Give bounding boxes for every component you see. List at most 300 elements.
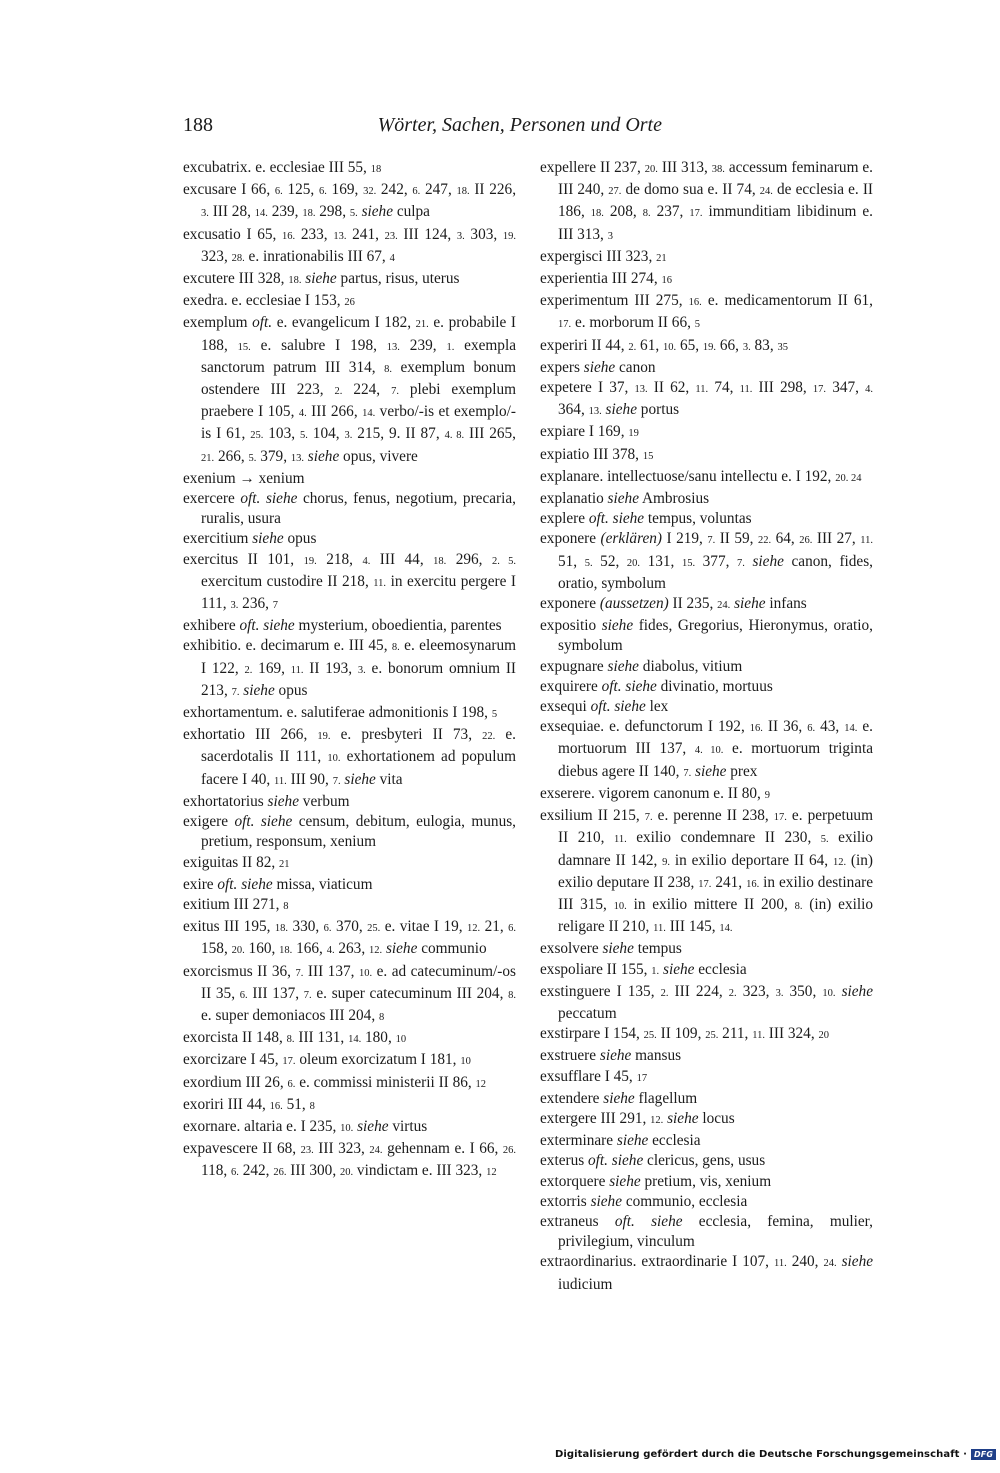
entry-text: experientia III 274, — [540, 270, 662, 288]
line-ref: 24. — [759, 186, 773, 198]
entry-text: 239, — [399, 336, 447, 354]
entry-text: excusare I 66, — [183, 181, 275, 199]
line-ref: 10. — [663, 341, 677, 353]
running-title: Wörter, Sachen, Personen und Orte — [377, 114, 662, 136]
italic-text: oft. siehe — [217, 875, 273, 893]
entry-text: II 235, — [668, 595, 718, 613]
entry-text: exoriri III 44, — [183, 1095, 270, 1113]
entry-text: exhortationem ad populum facere I 40, — [201, 748, 516, 788]
line-ref: 4. 8. — [444, 430, 465, 442]
entry-text: communio — [417, 940, 487, 958]
italic-text: oft. siehe — [588, 510, 645, 528]
index-entry — [540, 960, 873, 982]
italic-text: oft. siehe — [239, 617, 295, 635]
line-ref: 7. — [391, 386, 399, 398]
italic-text: siehe — [385, 940, 418, 958]
entry-text: prex — [726, 762, 758, 780]
index-entry — [183, 703, 516, 725]
line-ref: 8. — [794, 900, 803, 912]
entry-text: (in) exilio deputare II 238, — [558, 851, 873, 891]
line-ref: 35 — [777, 341, 788, 353]
entry-text: 65, — [676, 336, 703, 354]
italic-text: siehe — [590, 1192, 622, 1210]
italic-text: oft. siehe — [614, 1212, 683, 1230]
entry-text: 83, — [750, 336, 778, 354]
entry-text: de domo sua e. II 74, — [621, 181, 760, 199]
line-ref: 16 — [661, 275, 672, 287]
italic-text: siehe — [841, 1253, 874, 1271]
index-entry — [540, 1131, 873, 1151]
entry-text: explere — [540, 510, 589, 528]
italic-text: siehe — [601, 617, 634, 635]
entry-text: II 193, — [303, 659, 358, 677]
entry-text: 247, — [420, 181, 457, 199]
entry-text: e. morborum II 66, — [571, 314, 695, 332]
entry-text: expellere II 237, — [540, 159, 645, 176]
index-entry — [183, 158, 516, 180]
line-ref: 25. — [250, 430, 264, 442]
index-entry — [540, 1252, 873, 1294]
line-ref: 13. — [386, 341, 400, 353]
line-ref: 13. — [290, 452, 304, 464]
entry-text: extergere III 291, — [540, 1109, 651, 1127]
entry-text: II 59, — [715, 530, 758, 548]
entry-text: 298, — [315, 203, 350, 221]
entry-text: exitium III 271, — [183, 895, 284, 913]
entry-text: e. sacerdotalis II 111, — [201, 726, 516, 766]
index-entry — [540, 1109, 873, 1131]
entry-text: e. salubre I 198, — [250, 336, 387, 354]
index-entry — [183, 489, 516, 529]
line-ref: 18. — [302, 208, 316, 220]
entry-text: Ambrosius — [638, 490, 710, 508]
entry-text: 241, — [346, 225, 385, 243]
line-ref: 18 — [370, 164, 382, 175]
entry-text: lex — [645, 698, 669, 716]
line-ref: 14. — [362, 408, 376, 420]
index-entry — [540, 336, 873, 358]
line-ref: 13. — [333, 230, 347, 242]
index-entry — [540, 1046, 873, 1066]
line-ref: 3. — [742, 341, 751, 353]
index-entry — [183, 469, 516, 489]
line-ref: 10. — [327, 753, 341, 765]
line-ref: 20 — [818, 1030, 829, 1042]
entry-text: exstruere — [540, 1047, 600, 1065]
italic-text: (erklären) — [600, 530, 662, 548]
entry-text: III 27, — [812, 530, 861, 548]
entry-text: culpa — [393, 203, 430, 221]
entry-text: excubatrix. e. ecclesiae III 55, — [183, 159, 371, 176]
line-ref: 26. — [799, 535, 813, 547]
index-entry — [540, 697, 873, 717]
line-ref: 18. — [456, 186, 470, 198]
entry-text: excutere III 328, — [183, 270, 289, 288]
entry-text: expavescere II 68, — [183, 1140, 301, 1158]
line-ref: 38. — [711, 164, 725, 175]
entry-text: exponere — [540, 530, 601, 548]
entry-text: 379, — [256, 447, 291, 465]
italic-text: oft. siehe — [240, 490, 298, 508]
entry-text: expiatio III 378, — [540, 445, 643, 463]
entry-text: exponere — [540, 595, 600, 613]
entry-text: tempus, voluntas — [644, 510, 752, 528]
index-entry — [183, 616, 516, 636]
entry-text: 263, — [334, 940, 369, 958]
line-ref: 22. — [482, 731, 496, 743]
line-ref: 1. — [446, 341, 455, 353]
entry-text: fides, Gregorius, Hieronymus, oratio, symbolum — [558, 617, 873, 655]
entry-text: opus — [274, 681, 308, 699]
index-entry — [183, 1117, 516, 1139]
entry-text: 66, — [716, 336, 743, 354]
index-entry — [540, 1212, 873, 1252]
entry-text: 52, — [592, 552, 627, 570]
italic-text: siehe — [607, 490, 639, 508]
line-ref: 15. — [681, 557, 696, 569]
entry-text: exigere — [183, 813, 235, 831]
line-ref: 2. — [628, 341, 637, 353]
entry-text: 158, — [201, 940, 232, 958]
line-ref: 21 — [279, 858, 290, 870]
index-entry — [183, 792, 516, 812]
entry-text: exorcismus II 36, — [183, 962, 296, 980]
index-entry — [183, 1050, 516, 1072]
entry-text: exhortamentum. e. salutiferae admonitionis I 198, — [183, 704, 492, 722]
entry-text: 64, — [771, 530, 800, 548]
entry-text: exenium → xenium — [183, 469, 305, 487]
line-ref: 26 — [344, 297, 355, 309]
line-ref: 23. — [300, 1145, 314, 1157]
line-ref: 7. — [707, 535, 716, 547]
entry-text: e. presbyteri II 73, — [330, 726, 483, 744]
line-ref: 17. — [689, 208, 703, 220]
line-ref: 4. 10. — [694, 745, 724, 757]
entry-text: e. commissi ministerii II 86, — [295, 1073, 476, 1091]
entry-text: 350, — [783, 982, 823, 1000]
index-entry — [540, 1172, 873, 1192]
entry-text: e. perenne II 238, — [652, 807, 774, 825]
index-entry — [540, 616, 873, 656]
line-ref: 32. — [363, 186, 377, 198]
entry-text: expetere I 37, — [540, 379, 635, 397]
index-entry — [540, 717, 873, 784]
line-ref: 19. — [317, 731, 331, 743]
footer-credit — [555, 1449, 996, 1460]
index-entry — [183, 917, 516, 961]
line-ref: 15 — [642, 450, 654, 462]
entry-text: 303, — [464, 225, 503, 243]
line-ref: 5. — [349, 208, 358, 220]
entry-text: 160, — [244, 940, 280, 958]
entry-text: opus — [283, 530, 317, 548]
entry-text: 118, — [201, 1162, 232, 1180]
entry-text: 364, — [558, 401, 589, 419]
entry-text: 296, — [446, 550, 492, 568]
line-ref: 13. — [588, 406, 602, 418]
line-ref: 6. — [412, 186, 421, 198]
entry-text: e. super demoniacos III 204, — [201, 1006, 379, 1024]
entry-text: 239, — [267, 203, 303, 221]
line-ref: 10. — [613, 900, 627, 912]
line-ref: 17. — [282, 1056, 296, 1068]
line-ref: 20. — [231, 945, 245, 957]
line-ref: 6. — [287, 1078, 296, 1090]
index-entry — [540, 677, 873, 697]
entry-text: 242, — [238, 1162, 274, 1180]
index-entry — [540, 158, 873, 247]
entry-text: e. inrationabilis III 67, — [244, 247, 390, 265]
entry-text: exstinguere I 135, — [540, 982, 661, 1000]
line-ref: 16. — [746, 878, 760, 890]
entry-text: exserere. vigorem canonum e. II 80, — [540, 784, 765, 802]
line-ref: 24. — [369, 1145, 383, 1157]
entry-text: 211, — [718, 1025, 753, 1043]
line-ref: 18. — [274, 923, 289, 935]
entry-text: (in) exilio religare II 210, — [558, 895, 873, 936]
index-entry — [540, 378, 873, 422]
entry-text: exterus — [540, 1152, 588, 1170]
line-ref: 8 — [309, 1100, 315, 1112]
entry-text: III 323, — [313, 1140, 370, 1158]
line-ref: 6. — [323, 923, 332, 935]
entry-text: ecclesia — [648, 1132, 701, 1150]
entry-text: ecclesia — [694, 960, 747, 978]
entry-text: in exilio deportare II 64, — [670, 851, 833, 869]
entry-text: 169, — [252, 659, 291, 677]
line-ref: 2. 5. — [491, 555, 517, 567]
index-entry — [183, 291, 516, 313]
italic-text: siehe — [602, 940, 634, 958]
line-ref: 8. — [508, 989, 516, 1001]
line-ref: 26. — [502, 1145, 517, 1157]
entry-text: e. probabile I 188, — [201, 314, 517, 354]
entry-text: extorris — [540, 1192, 591, 1210]
entry-text: exitus III 195, — [183, 918, 275, 936]
entry-text: exsufflare I 45, — [540, 1067, 637, 1085]
entry-text: exornare. altaria e. I 235, — [183, 1117, 341, 1135]
index-entry — [183, 875, 516, 895]
line-ref: 12 — [486, 1167, 497, 1179]
entry-text: gehennam e. I 66, — [382, 1140, 503, 1158]
entry-text: exemplum — [183, 314, 253, 332]
entry-text: III 124, — [397, 225, 457, 243]
entry-text: III 313, — [657, 159, 712, 176]
line-ref: 2. — [660, 987, 669, 999]
line-ref: 16. — [749, 723, 763, 735]
entry-text: infans — [765, 595, 807, 613]
line-ref: 21. — [201, 452, 215, 464]
entry-text: 169, — [326, 181, 364, 199]
entry-text: exsilium II 215, — [540, 807, 645, 825]
entry-text: e. eleemosynarum I 122, — [201, 637, 516, 677]
entry-text: III 300, — [286, 1162, 340, 1180]
line-ref: 7. — [295, 967, 304, 979]
italic-text: siehe — [583, 358, 616, 376]
entry-text: II 36, — [762, 718, 808, 736]
line-ref: 11. — [373, 577, 387, 589]
italic-text: (aussetzen) — [599, 595, 669, 613]
italic-text: siehe — [599, 1047, 632, 1065]
entry-text: I 219, — [662, 530, 708, 548]
entry-text: II 62, — [647, 379, 696, 397]
line-ref: 20. — [626, 557, 641, 569]
index-entry — [183, 225, 516, 269]
line-ref: 18. — [433, 555, 447, 567]
entry-text: exercere — [183, 490, 241, 508]
line-ref: 6. — [807, 723, 816, 735]
index-entry — [183, 1139, 516, 1183]
entry-text: in exilio destinare III 315, — [558, 873, 874, 913]
line-ref: 1. — [651, 965, 660, 977]
entry-text: 377, — [695, 552, 738, 570]
line-ref: 10. — [822, 987, 836, 999]
italic-text: siehe — [267, 792, 299, 810]
index-entry — [540, 509, 873, 529]
italic-text: siehe — [344, 770, 376, 788]
line-ref: 20. — [339, 1167, 354, 1179]
italic-text: siehe — [361, 203, 393, 221]
entry-text: 104, — [307, 425, 345, 443]
line-ref: 14. — [254, 208, 268, 220]
entry-text: 61, — [636, 336, 664, 354]
entry-text: missa, viaticum — [272, 875, 373, 893]
line-ref: 5. — [299, 430, 308, 442]
index-entry — [540, 445, 873, 467]
line-ref: 3. — [357, 664, 366, 676]
line-ref: 16. — [688, 297, 702, 309]
entry-text: 74, — [708, 379, 740, 397]
index-entry — [540, 1024, 873, 1046]
entry-text: peccatum — [558, 1004, 617, 1022]
index-entry — [183, 269, 516, 291]
line-ref: 7. — [303, 989, 312, 1001]
index-column-left — [183, 158, 516, 1184]
italic-text: siehe — [357, 1117, 389, 1135]
entry-text: exire — [183, 875, 218, 893]
line-ref: 8. — [384, 363, 392, 375]
index-entry — [540, 1067, 873, 1089]
entry-text: 323, — [736, 982, 776, 1000]
entry-text: 240, — [786, 1253, 824, 1271]
italic-text: oft. siehe — [234, 813, 293, 831]
line-ref: 7. — [231, 686, 240, 698]
italic-text: oft. siehe — [601, 677, 657, 695]
index-entry — [540, 247, 873, 269]
entry-text: communio, ecclesia — [622, 1192, 748, 1210]
line-ref: 8 — [378, 1011, 385, 1023]
entry-text: exhibitio. e. decimarum e. III 45, — [183, 637, 392, 655]
entry-text: exorcizare I 45, — [183, 1051, 283, 1069]
index-entry — [183, 1095, 516, 1117]
line-ref: 17. — [558, 319, 572, 331]
line-ref: 3 — [607, 230, 613, 242]
entry-text: e. super catecuminum III 204, — [311, 984, 509, 1002]
line-ref: 8. — [642, 208, 651, 220]
entry-text: exterminare — [540, 1132, 617, 1150]
line-ref: 11. — [773, 1258, 787, 1270]
line-ref: 5 — [694, 319, 700, 331]
entry-text: expers — [540, 358, 584, 376]
line-ref: 24. — [717, 600, 731, 612]
page-number: 188 — [183, 114, 213, 136]
entry-text: vita — [375, 770, 403, 788]
entry-text: extraneus — [540, 1212, 615, 1230]
entry-text: III 324, — [764, 1025, 819, 1043]
entry-text: 180, — [361, 1029, 396, 1047]
italic-text: oft. — [252, 314, 273, 332]
entry-text: exempla sanctorum patrum III 314, — [201, 336, 516, 376]
entry-text: extorquere — [540, 1172, 610, 1190]
line-ref: 4. — [298, 408, 307, 420]
entry-text: extendere — [540, 1089, 604, 1107]
entry-text: 242, — [376, 181, 413, 199]
entry-text: e. mortuorum III 137, — [558, 718, 873, 758]
italic-text: siehe — [252, 530, 284, 548]
line-ref: 18. — [279, 945, 293, 957]
entry-text: 241, — [711, 873, 747, 891]
entry-text: III 90, — [286, 770, 333, 788]
entry-text: accessum feminarum e. III 240, — [558, 159, 874, 199]
line-ref: 12. — [832, 856, 847, 868]
entry-text: 237, — [650, 203, 690, 221]
index-entry — [540, 358, 873, 378]
entry-text: exercitum custodire II 218, — [201, 572, 374, 590]
index-entry — [540, 657, 873, 677]
entry-text: censum, debitum, eulogia, munus, pretium, responsum, xenium — [201, 813, 516, 851]
entry-text: excusatio I 65, — [183, 225, 283, 243]
line-ref: 3. — [201, 208, 209, 220]
line-ref: 11. — [739, 384, 753, 396]
entry-text: 208, — [603, 203, 643, 221]
line-ref: 25. — [643, 1030, 657, 1042]
index-entry — [540, 422, 873, 444]
line-ref: 3. — [456, 230, 465, 242]
entry-text: 224, — [342, 381, 392, 399]
italic-text: oft. siehe — [588, 1152, 644, 1170]
index-entry — [183, 1028, 516, 1050]
entry-text: III 137, — [247, 984, 304, 1002]
line-ref: 6. — [318, 186, 327, 198]
line-ref: 4. — [362, 555, 371, 567]
line-ref: 6. — [239, 989, 248, 1001]
footer-text: Digitalisierung gefördert durch die Deutsche Forschungsgemeinschaft · — [554, 1449, 968, 1460]
line-ref: 23. — [384, 230, 398, 242]
line-ref: 7. — [332, 775, 341, 787]
entry-text: clericus, gens, usus — [643, 1152, 766, 1170]
entry-text: III 137, — [303, 962, 359, 980]
line-ref: 10 — [460, 1056, 471, 1068]
entry-text: 347, — [826, 379, 866, 397]
line-ref: 2. — [334, 386, 343, 398]
index-entry — [183, 812, 516, 852]
italic-text: siehe — [605, 401, 637, 419]
entry-text: mysterium, oboedientia, parentes — [294, 617, 502, 635]
line-ref: 17. — [698, 878, 712, 890]
line-ref: 9. — [662, 856, 671, 868]
entry-text: expiare I 169, — [540, 423, 629, 441]
entry-text: e. vitae I 19, — [380, 918, 468, 936]
entry-text: explanare. intellectuose/sanu intellectu e. I 192, — [540, 467, 836, 485]
index-entry — [183, 1073, 516, 1095]
index-entry — [540, 806, 873, 939]
entry-text: partus, risus, uterus — [336, 270, 460, 288]
entry-text: e. medicamentorum II 61, — [701, 292, 873, 310]
entry-text: e. mortuorum triginta diebus agere II 140, — [558, 740, 873, 780]
entry-text: explanatio — [540, 490, 608, 508]
index-entry — [183, 895, 516, 917]
entry-text: exhortatorius — [183, 792, 268, 810]
